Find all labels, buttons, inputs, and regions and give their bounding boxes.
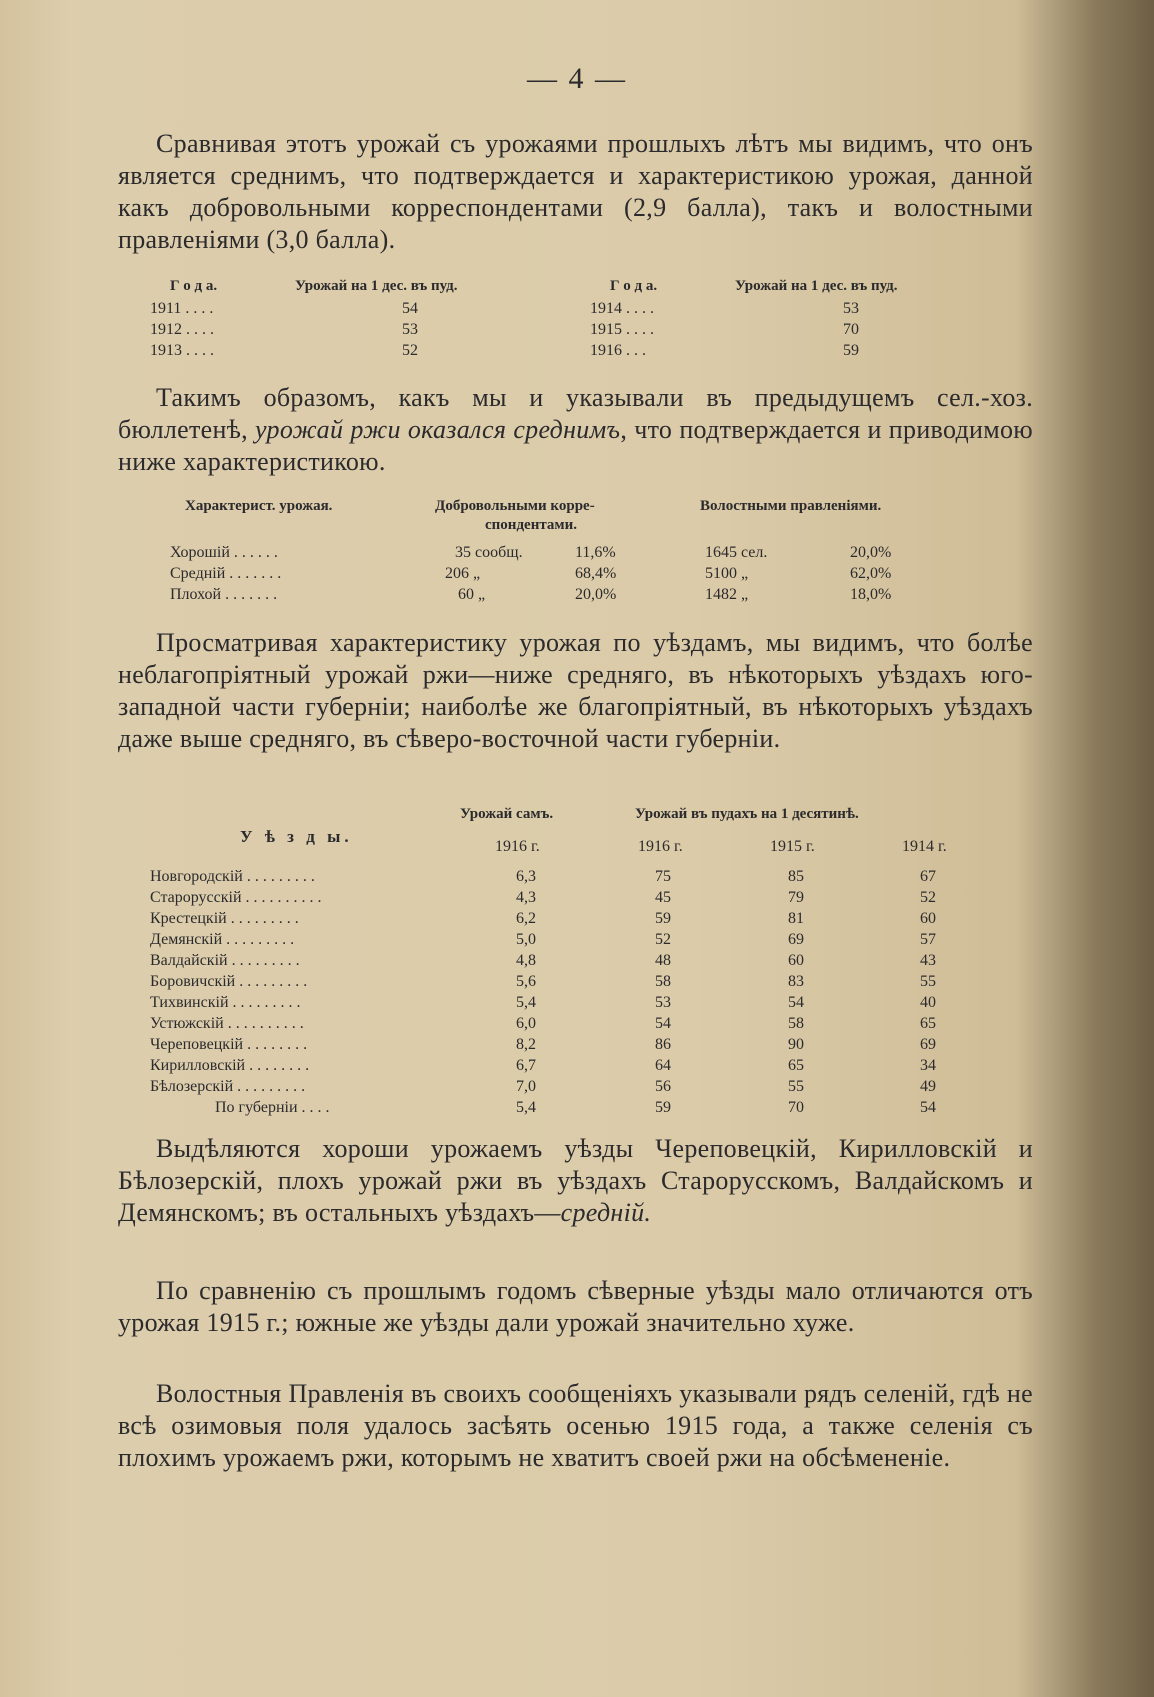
table1-year: 1912 . . . . — [150, 321, 214, 338]
table3-pud-1914: 67 — [920, 868, 936, 885]
table3-head-1916-sam: 1916 г. — [495, 838, 540, 855]
table3-pud-1914: 40 — [920, 994, 936, 1011]
table2-percent: 20,0% — [850, 544, 892, 561]
paragraph-2-text: Такимъ образомъ, какъ мы и указывали въ предыдущемъ сел.-хоз. бюллетенѣ, — [118, 383, 1033, 444]
table2-head-gov: Волостными правленіями. — [700, 498, 882, 514]
table2-percent: 20,0% — [575, 586, 617, 603]
table3-pud-1915: 81 — [788, 910, 804, 927]
table3-sam-1916: 5,0 — [516, 931, 536, 948]
table3-uezd-name: Старорусскій . . . . . . . . . . — [150, 889, 322, 906]
yield-by-year-table — [150, 276, 1010, 366]
table3-pud-1915: 69 — [788, 931, 804, 948]
table1-value: 54 — [402, 300, 418, 317]
table3-uezd-name: Устюжскій . . . . . . . . . . — [150, 1015, 304, 1032]
table3-uezd-name: Кирилловскій . . . . . . . . — [150, 1057, 310, 1074]
paragraph-3: Просматривая характеристику урожая по уѣздамъ, мы видимъ, что болѣе неблагопріятный урожай ржи—ниже средняго, въ нѣкоторыхъ уѣздахъ юго-западной части губерніи; наиболѣе же благопріятный, въ нѣкоторыхъ уѣздахъ даже выше средняго, въ сѣверо-восточной части губерніи. — [118, 628, 1033, 753]
table3-sam-1916: 5,6 — [516, 973, 536, 990]
table1-value: 70 — [843, 321, 859, 338]
table3-pud-1916: 53 — [655, 994, 671, 1011]
table3-pud-1916: 45 — [655, 889, 671, 906]
table3-sam-1916: 4,8 — [516, 952, 536, 969]
table3-head-sam: Урожай самъ. — [460, 806, 554, 822]
table3-pud-1914: 34 — [920, 1057, 936, 1074]
table3-pud-1914: 49 — [920, 1078, 936, 1095]
table3-sam-1916: 7,0 — [516, 1078, 536, 1095]
table3-pud-1916: 75 — [655, 868, 671, 885]
table3-pud-1914: 57 — [920, 931, 936, 948]
table3-uezd-name: Тихвинскій . . . . . . . . . — [150, 994, 301, 1011]
table3-pud-1915: 60 — [788, 952, 804, 969]
table3-sam-1916: 5,4 — [516, 994, 536, 1011]
table1-year: 1913 . . . . — [150, 342, 214, 359]
table2-head-vol: Добровольными корре- — [435, 498, 595, 514]
table3-pud-1914: 65 — [920, 1015, 936, 1032]
table3-sam-1916: 6,7 — [516, 1057, 536, 1074]
table2-count: 206 „ — [445, 565, 481, 582]
table3-sam-1916: 8,2 — [516, 1036, 536, 1053]
table1-head-year-left: Г о д а. — [170, 278, 218, 294]
table3-pud-1915: 65 — [788, 1057, 804, 1074]
page-number: — 4 — — [527, 62, 627, 95]
table3-pud-1914: 60 — [920, 910, 936, 927]
table3-pud-1916: 56 — [655, 1078, 671, 1095]
table1-head-year-right: Г о д а. — [610, 278, 658, 294]
table2-count: 1482 „ — [705, 586, 749, 603]
table3-uezd-name: Боровичскій . . . . . . . . . — [150, 973, 308, 990]
table2-head-char: Характерист. урожая. — [185, 498, 333, 514]
table3-pud-1916: 52 — [655, 931, 671, 948]
table2-head-vol-2: спондентами. — [485, 517, 577, 533]
table2-percent: 18,0% — [850, 586, 892, 603]
table3-head-uezd: У ѣ з д ы. — [240, 827, 353, 846]
table3-uezd-name: По губерніи . . . . — [215, 1099, 330, 1116]
table3-pud-1914: 69 — [920, 1036, 936, 1053]
table2-row-label: Плохой . . . . . . . — [170, 586, 278, 603]
paragraph-5: По сравненію съ прошлымъ годомъ сѣверные уѣзды мало отличаются отъ урожая 1915 г.; южные же уѣзды дали урожай значительно хуже. — [118, 1276, 1033, 1337]
table1-value: 53 — [402, 321, 418, 338]
uezd-yield-table — [150, 804, 1010, 1124]
table1-head-yield-left: Урожай на 1 дес. въ пуд. — [295, 278, 458, 294]
table1-head-yield-right: Урожай на 1 дес. въ пуд. — [735, 278, 898, 294]
table3-uezd-name: Валдайскій . . . . . . . . . — [150, 952, 300, 969]
table3-head-1914: 1914 г. — [902, 838, 947, 855]
paragraph-4-text: Выдѣляются хороши урожаемъ уѣзды Череповецкій, Кирилловскій и Бѣлозерскій, плохъ урожай ржи въ уѣздахъ Старорусскомъ, Валдайскомъ и Демянскомъ; въ остальныхъ уѣздахъ— — [118, 1134, 1033, 1227]
table3-pud-1915: 55 — [788, 1078, 804, 1095]
table2-count: 1645 сел. — [705, 544, 768, 561]
table3-uezd-name: Череповецкій . . . . . . . . — [150, 1036, 308, 1053]
harvest-characteristic-table — [170, 496, 990, 611]
table3-pud-1916: 59 — [655, 910, 671, 927]
paragraph-4-emphasis: средній. — [560, 1198, 652, 1227]
paragraph-1: Сравнивая этотъ урожай съ урожаями прошлыхъ лѣтъ мы видимъ, что онъ является среднимъ, что подтверждается и характеристикою урожая, данной какъ добровольными корреспондентами (2,9 балла), такъ и волостными правленіями (3,0 балла). — [118, 129, 1033, 254]
table2-percent: 11,6% — [575, 544, 616, 561]
table3-pud-1914: 55 — [920, 973, 936, 990]
table3-sam-1916: 6,0 — [516, 1015, 536, 1032]
table3-pud-1916: 48 — [655, 952, 671, 969]
table3-pud-1914: 43 — [920, 952, 936, 969]
table2-count: 5100 „ — [705, 565, 749, 582]
table3-head-1916: 1916 г. — [638, 838, 683, 855]
table3-sam-1916: 5,4 — [516, 1099, 536, 1116]
paragraph-2-text-end: , что подтверждается и приводимою ниже характеристикою. — [118, 415, 1034, 476]
table3-pud-1915: 54 — [788, 994, 804, 1011]
table3-uezd-name: Демянскій . . . . . . . . . — [150, 931, 295, 948]
table1-year: 1914 . . . . — [590, 300, 654, 317]
table3-pud-1916: 58 — [655, 973, 671, 990]
table3-pud-1915: 90 — [788, 1036, 804, 1053]
table3-pud-1915: 58 — [788, 1015, 804, 1032]
table1-year: 1916 . . . — [590, 342, 646, 359]
table3-head-pud: Урожай въ пудахъ на 1 десятинѣ. — [635, 806, 859, 822]
table3-sam-1916: 6,3 — [516, 868, 536, 885]
paragraph-2 — [118, 382, 1033, 478]
table2-count: 35 сообщ. — [455, 544, 523, 561]
table1-value: 59 — [843, 342, 859, 359]
table3-pud-1915: 85 — [788, 868, 804, 885]
table3-head-1915: 1915 г. — [770, 838, 815, 855]
table3-uezd-name: Бѣлозерскій . . . . . . . . . — [150, 1078, 306, 1095]
table1-value: 52 — [402, 342, 418, 359]
table3-uezd-name: Новгородскій . . . . . . . . . — [150, 868, 315, 885]
table3-pud-1914: 52 — [920, 889, 936, 906]
paragraph-4 — [118, 1133, 1033, 1229]
table1-year: 1911 . . . . — [150, 300, 214, 317]
table3-pud-1916: 64 — [655, 1057, 671, 1074]
table1-value: 53 — [843, 300, 859, 317]
table3-pud-1916: 54 — [655, 1015, 671, 1032]
table3-pud-1915: 70 — [788, 1099, 804, 1116]
table3-pud-1915: 79 — [788, 889, 804, 906]
table2-percent: 68,4% — [575, 565, 617, 582]
table1-year: 1915 . . . . — [590, 321, 654, 338]
table3-sam-1916: 4,3 — [516, 889, 536, 906]
table2-count: 60 „ — [458, 586, 486, 603]
table2-percent: 62,0% — [850, 565, 892, 582]
table3-pud-1915: 83 — [788, 973, 804, 990]
table3-pud-1916: 86 — [655, 1036, 671, 1053]
table3-pud-1914: 54 — [920, 1099, 936, 1116]
table2-row-label: Хорошій . . . . . . — [170, 544, 278, 561]
table3-uezd-name: Крестецкій . . . . . . . . . — [150, 910, 299, 927]
table2-row-label: Средній . . . . . . . — [170, 565, 282, 582]
table3-sam-1916: 6,2 — [516, 910, 536, 927]
paragraph-6: Волостныя Правленія въ своихъ сообщеніяхъ указывали рядъ селеній, гдѣ не всѣ озимовыя поля удалось засѣять осенью 1915 года, а также селенія съ плохимъ урожаемъ ржи, которымъ не хватитъ своей ржи на обсѣмененіе. — [118, 1379, 1033, 1472]
paragraph-2-emphasis: урожай ржи оказался среднимъ — [255, 415, 621, 444]
table3-pud-1916: 59 — [655, 1099, 671, 1116]
